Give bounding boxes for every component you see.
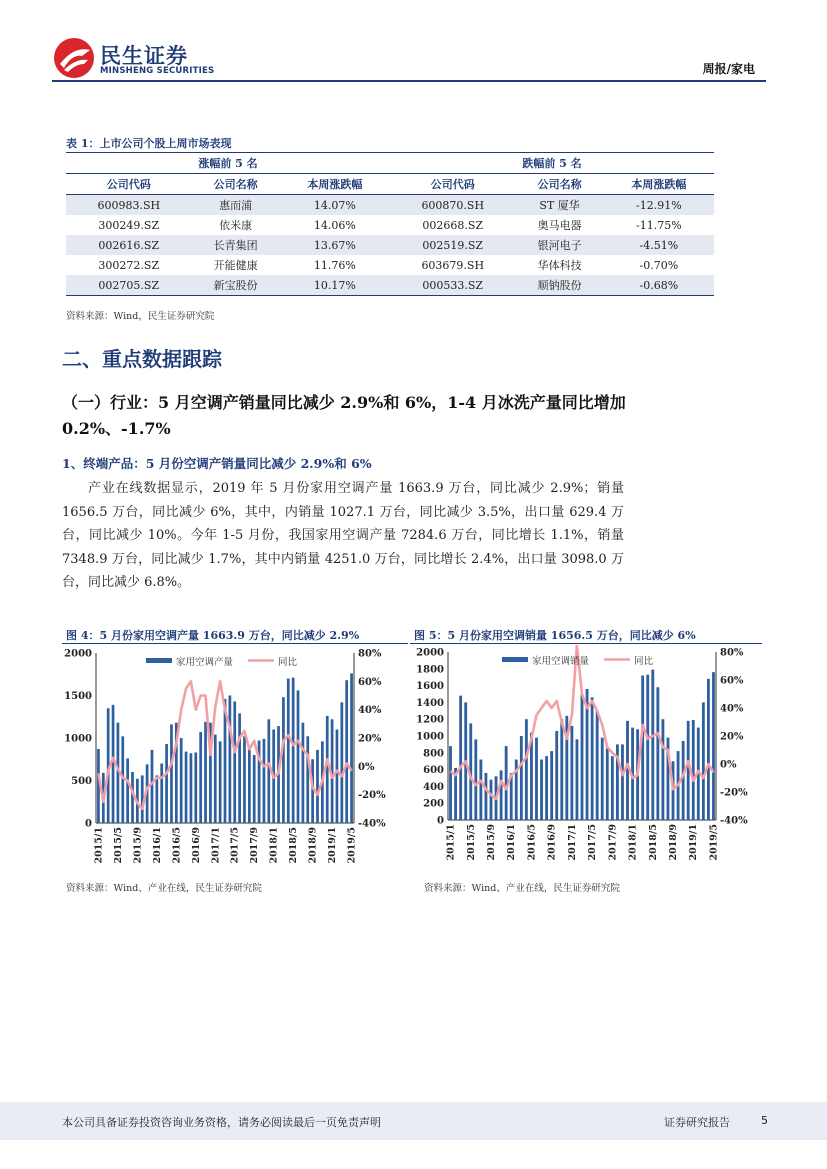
table-row: [66, 215, 714, 235]
bar: [204, 722, 207, 823]
x-tick-label: 2016/5: [171, 827, 183, 864]
y-right-tick-label: 80%: [720, 647, 744, 659]
table-cell: 600870.SH: [390, 195, 516, 216]
bar: [550, 751, 553, 820]
table-cell: 14.06%: [313, 218, 356, 232]
table-cell: 长青集团: [192, 235, 280, 255]
x-tick-label: 2016/9: [546, 824, 558, 861]
column-header: 本周涨跌幅: [604, 174, 714, 195]
bar: [712, 672, 715, 820]
bar: [596, 711, 599, 820]
bar: [340, 702, 343, 823]
x-tick-label: 2018/1: [627, 824, 639, 861]
stock-performance-table: [66, 152, 714, 296]
column-header: 公司代码: [390, 174, 516, 195]
logo-text: 民生证券: [100, 44, 188, 68]
bar: [248, 749, 251, 823]
y-left-tick-label: 1000: [416, 731, 444, 743]
bar: [576, 739, 579, 820]
sales-chart: [410, 645, 762, 873]
x-tick-label: 2018/9: [307, 827, 319, 864]
y-right-tick-label: 0%: [720, 759, 737, 771]
table-header-row: [66, 174, 714, 195]
bar: [474, 739, 477, 820]
x-tick-label: 2018/9: [668, 824, 680, 861]
y-left-tick-label: 0: [437, 815, 444, 827]
table-cell: 002616.SZ: [66, 235, 192, 255]
table-cell: 002519.SZ: [390, 235, 516, 255]
bar: [336, 730, 339, 824]
bar: [350, 673, 353, 823]
bar: [570, 726, 573, 820]
bar: [545, 756, 548, 820]
x-tick-label: 2015/5: [112, 827, 124, 864]
table-row: [66, 235, 714, 255]
bar: [611, 756, 614, 820]
group-down-label: 跌幅前 5 名: [390, 153, 714, 174]
y-right-tick-label: 80%: [358, 648, 382, 660]
bar: [131, 772, 134, 823]
bar: [490, 780, 493, 820]
table-cell: 开能健康: [213, 259, 258, 272]
bar: [525, 719, 528, 820]
table-cell: 13.67%: [280, 235, 390, 255]
x-tick-label: 2018/1: [268, 827, 280, 864]
y-right-tick-label: -20%: [720, 787, 748, 799]
x-tick-label: 2015/1: [93, 827, 105, 864]
table-cell: 10.17%: [280, 275, 390, 296]
y-right-tick-label: 60%: [720, 675, 744, 687]
table-cell: 000533.SZ: [390, 275, 516, 296]
logo-subtitle: MINSHENG SECURITIES: [100, 66, 215, 76]
bar: [555, 731, 558, 820]
legend-bar-label: 家用空调销量: [532, 656, 590, 667]
chart-caption: 图 5：5 月份家用空调销量 1656.5 万台，同比减少 6%: [414, 629, 696, 642]
table-cell: -12.91%: [604, 195, 714, 216]
y-left-tick-label: 500: [71, 776, 92, 787]
table-cell: 依米康: [219, 219, 253, 232]
table-caption: 表 1：上市公司个股上周市场表现: [66, 137, 232, 150]
table-source: 资料来源：Wind，民生证券研究院: [66, 311, 215, 322]
bar: [672, 761, 675, 820]
x-tick-label: 2017/1: [566, 824, 578, 861]
bar: [646, 675, 649, 820]
y-left-tick-label: 800: [423, 748, 444, 760]
y-left-tick-label: 1500: [64, 691, 92, 702]
table-cell: 新宝股份: [192, 275, 280, 296]
table-row: [66, 275, 714, 296]
bar: [591, 697, 594, 820]
header-divider: [52, 80, 766, 82]
bar: [160, 764, 163, 824]
bar: [560, 719, 563, 820]
y-left-tick-label: 0: [85, 818, 92, 830]
table-cell: 顺钠股份: [516, 275, 604, 296]
x-tick-label: 2015/5: [465, 824, 477, 861]
bar: [219, 741, 222, 823]
table-cell: -0.68%: [604, 275, 714, 296]
table-cell: 11.76%: [313, 258, 356, 272]
y-left-tick-label: 600: [423, 765, 444, 777]
table-cell: 002668.SZ: [422, 218, 484, 232]
table-cell: -0.70%: [639, 258, 679, 272]
y-right-tick-label: 0%: [358, 761, 375, 773]
bar: [306, 736, 309, 823]
bar: [190, 753, 193, 823]
sub-sub-heading: 1、终端产品：5 月份空调产销量同比减少 2.9%和 6%: [62, 456, 372, 471]
page-number: 5: [761, 1114, 768, 1127]
report-type: 周报/家电: [702, 62, 755, 76]
bar: [165, 744, 168, 823]
bar: [459, 696, 462, 820]
bar: [126, 758, 129, 823]
bar: [151, 750, 154, 823]
bar: [661, 719, 664, 820]
bar: [282, 697, 285, 823]
x-tick-label: 2017/9: [249, 827, 261, 864]
group-up-label: 涨幅前 5 名: [66, 153, 390, 174]
bar: [243, 736, 246, 823]
logo-icon: [52, 36, 96, 80]
bar: [180, 738, 183, 823]
bar: [194, 752, 197, 823]
bar: [656, 687, 659, 820]
x-tick-label: 2016/5: [526, 824, 538, 861]
sub-heading: （一）行业：5 月空调产销量同比减少 2.9%和 6%，1-4 月冰洗产量同比增加 0.2%、-1.7%: [62, 393, 626, 438]
bar: [520, 736, 523, 820]
footer-disclaimer: 本公司具备证券投资咨询业务资格，请务必阅读最后一页免责声明: [62, 1116, 381, 1129]
table-cell: 银河电子: [516, 235, 604, 255]
x-tick-label: 2015/9: [485, 824, 497, 861]
table-cell: 奥马电器: [537, 219, 582, 232]
chart-caption-divider: [62, 643, 408, 644]
table-cell: 14.07%: [280, 195, 390, 216]
bar: [316, 750, 319, 823]
bar: [641, 676, 644, 820]
bar: [692, 720, 695, 820]
bar: [682, 741, 685, 820]
legend-bar-swatch: [146, 658, 172, 663]
bar: [297, 690, 300, 823]
table-cell: 002705.SZ: [66, 275, 192, 296]
y-left-tick-label: 1000: [64, 733, 92, 745]
y-left-tick-label: 2000: [64, 648, 92, 660]
x-tick-label: 2017/1: [210, 827, 222, 864]
x-tick-label: 2015/1: [445, 824, 457, 861]
legend-line-label: 同比: [634, 656, 654, 667]
x-tick-label: 2019/1: [327, 827, 339, 864]
bar: [449, 746, 452, 820]
production-chart: [62, 645, 408, 873]
bar: [214, 735, 217, 823]
bar: [199, 732, 202, 823]
table-row: [66, 195, 714, 216]
bar: [292, 678, 295, 823]
y-left-tick-label: 400: [423, 781, 444, 793]
y-left-tick-label: 1400: [416, 697, 444, 709]
bar: [707, 679, 710, 820]
x-tick-label: 2016/1: [151, 827, 163, 864]
column-header: 公司代码: [66, 174, 192, 195]
y-left-tick-label: 2000: [416, 647, 444, 659]
table-cell: 惠而浦: [192, 195, 280, 216]
bar: [702, 702, 705, 820]
table-row: [66, 255, 714, 275]
table-cell: 600983.SH: [66, 195, 192, 216]
bar: [479, 760, 482, 820]
column-header: 本周涨跌幅: [280, 174, 390, 195]
y-left-tick-label: 1800: [416, 664, 444, 676]
x-tick-label: 2017/9: [607, 824, 619, 861]
y-right-tick-label: 20%: [358, 733, 382, 745]
y-right-tick-label: -20%: [358, 790, 386, 802]
table-cell: 300249.SZ: [98, 218, 160, 232]
x-tick-label: 2015/9: [132, 827, 144, 864]
chart-caption: 图 4：5 月份家用空调产量 1663.9 万台，同比减少 2.9%: [66, 629, 360, 642]
bar: [581, 694, 584, 820]
table-cell: ST 厦华: [516, 195, 604, 216]
bar: [170, 724, 173, 823]
bar: [540, 760, 543, 820]
x-tick-label: 2018/5: [647, 824, 659, 861]
x-tick-label: 2016/1: [506, 824, 518, 861]
table-cell: 603679.SH: [421, 258, 485, 272]
x-tick-label: 2017/5: [587, 824, 599, 861]
y-left-tick-label: 200: [423, 798, 444, 810]
chart-source: 资料来源：Wind、产业在线，民生证券研究院: [66, 883, 262, 894]
bar: [485, 773, 488, 820]
bar: [326, 716, 329, 823]
bar: [302, 723, 305, 823]
bar: [621, 744, 624, 820]
bar: [345, 680, 348, 823]
bar: [253, 755, 256, 823]
legend-line-label: 同比: [278, 657, 298, 668]
legend-bar-swatch: [502, 657, 528, 662]
bar: [229, 696, 232, 824]
footer-report-label: 证券研究报告: [664, 1116, 730, 1129]
legend-bar-label: 家用空调产量: [176, 657, 234, 668]
body-paragraph: 产业在线数据显示，2019 年 5 月份家用空调产量 1663.9 万台，同比减少 2.9%；销量 1656.5 万台，同比减少 6%，其中，内销量 1027.1 万台，同比减少 3.5%，出口量 629.4 万台，同比减少 10%。今年 1-5 月份，我国家用空调产量 7284.6 万台，同比增长 1.1%，销量 7348.9 万台，同比减少 1.7%，其中内销量 4251.0 万台，同比增长 2.4%，出口量 3098.0 万台，同比减少 6.8%。: [62, 481, 624, 590]
y-right-tick-label: 40%: [720, 703, 744, 715]
y-left-tick-label: 1600: [416, 681, 444, 693]
table-group-row: [66, 153, 714, 174]
bar: [267, 719, 270, 823]
bar: [535, 738, 538, 820]
x-tick-label: 2017/5: [229, 827, 241, 864]
bar: [238, 713, 241, 823]
y-right-tick-label: 40%: [358, 705, 382, 717]
table-cell: 华体科技: [537, 259, 582, 272]
bar: [601, 738, 604, 820]
table-cell: 300272.SZ: [98, 258, 160, 272]
x-tick-label: 2019/1: [688, 824, 700, 861]
column-header: 公司名称: [192, 174, 280, 195]
y-right-tick-label: 60%: [358, 676, 382, 688]
y-right-tick-label: 20%: [720, 731, 744, 743]
y-left-tick-label: 1200: [416, 714, 444, 726]
column-header: 公司名称: [516, 174, 604, 195]
chart-caption-divider: [410, 643, 762, 644]
y-right-tick-label: -40%: [358, 818, 386, 830]
chart-source: 资料来源：Wind、产业在线，民生证券研究院: [424, 883, 620, 894]
section-title: 二、重点数据跟踪: [62, 347, 222, 371]
bar: [155, 775, 158, 823]
x-tick-label: 2016/9: [190, 827, 202, 864]
bar: [687, 721, 690, 820]
bar: [606, 748, 609, 820]
bar: [233, 701, 236, 823]
bar: [651, 670, 654, 820]
bar: [500, 770, 503, 820]
bar: [287, 679, 290, 824]
y-right-tick-label: -40%: [720, 815, 748, 827]
bar: [263, 739, 266, 823]
x-tick-label: 2019/5: [346, 827, 358, 864]
table-cell: -4.51%: [604, 235, 714, 255]
table-cell: -11.75%: [636, 218, 682, 232]
x-tick-label: 2019/5: [708, 824, 720, 861]
bar: [185, 752, 188, 823]
x-tick-label: 2018/5: [288, 827, 300, 864]
